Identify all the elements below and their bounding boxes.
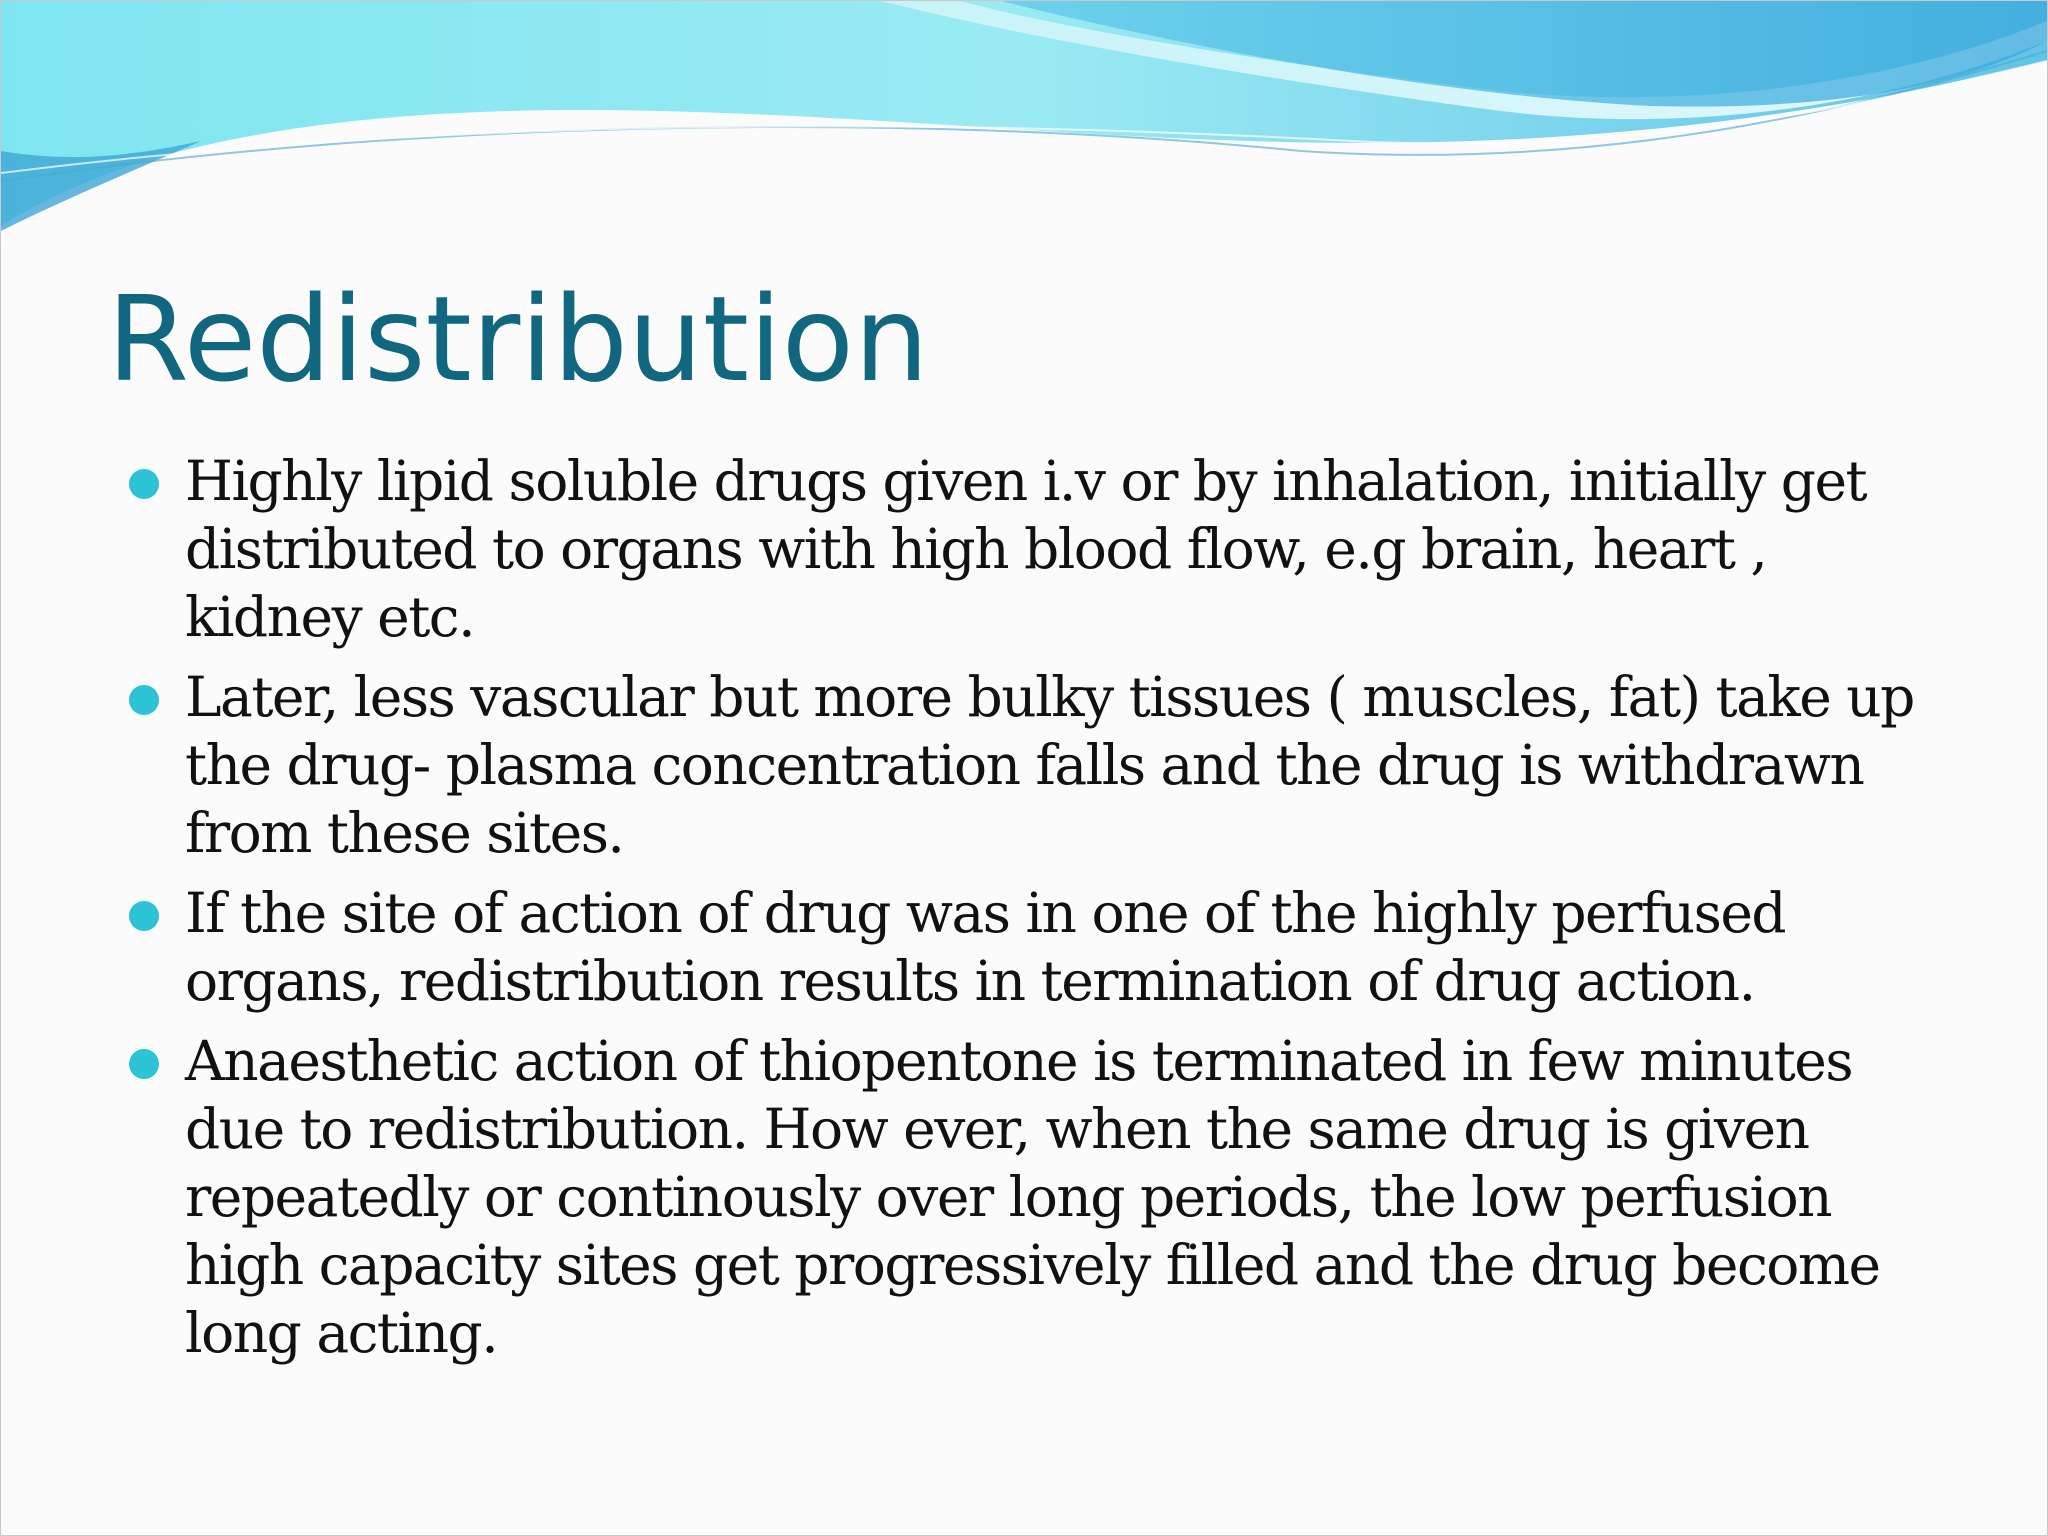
bullet-list bbox=[129, 447, 1929, 1379]
bullet-text: If the site of action of drug was in one of the highly perfused organs, redistribution results in termination of drug action. bbox=[185, 881, 1786, 1013]
bullet-text: Later, less vascular but more bulky tissues ( muscles, fat) take up the drug- plasma concentration falls and the drug is withdrawn from these sites. bbox=[185, 665, 1914, 865]
list-item bbox=[129, 879, 1929, 1015]
list-item bbox=[129, 1027, 1929, 1367]
bullet-dot-icon bbox=[129, 469, 159, 499]
slide-title: Redistribution bbox=[107, 270, 929, 408]
bullet-dot-icon bbox=[129, 901, 159, 931]
bullet-text: Highly lipid soluble drugs given i.v or by inhalation, initially get distributed to organs with high blood flow, e.g brain, heart , kidney etc. bbox=[185, 449, 1867, 649]
bullet-text: Anaesthetic action of thiopentone is terminated in few minutes due to redistribution. How ever, when the same drug is given repeatedly or continously over long periods, the low perfusion high capacity sites get progressively filled and the drug become long acting. bbox=[185, 1029, 1880, 1365]
bullet-dot-icon bbox=[129, 685, 159, 715]
list-item bbox=[129, 447, 1929, 651]
wave-header-decoration bbox=[1, 1, 2047, 241]
list-item bbox=[129, 663, 1929, 867]
bullet-dot-icon bbox=[129, 1049, 159, 1079]
